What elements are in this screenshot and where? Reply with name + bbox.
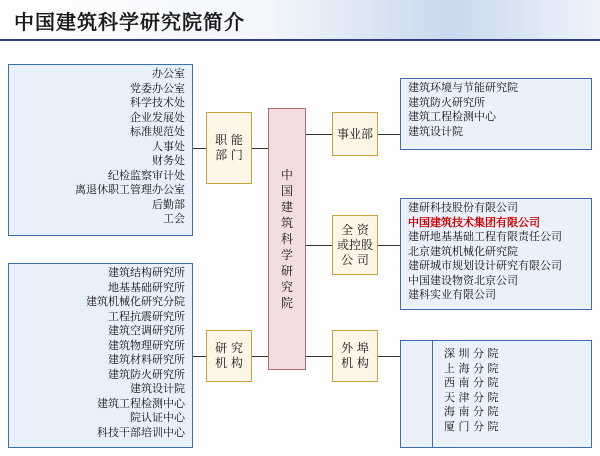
center-institute-box (268, 108, 306, 370)
functional-group-box (206, 112, 252, 184)
connector-companies-list (378, 245, 400, 246)
center-institute-label (269, 109, 305, 369)
list-item: 建筑物理研究所 (108, 338, 185, 352)
branch-offices-group-box (332, 330, 378, 382)
list-item: 建科实业有限公司 (408, 288, 496, 301)
center-label-line: 究 (280, 280, 293, 294)
list-item: 上 海 分 院 (444, 361, 499, 375)
list-item: 中国建设物资北京公司 (408, 273, 518, 287)
list-item: 建筑环境与节能研究院 (408, 81, 518, 94)
list-item: 建筑防火研究所 (108, 367, 185, 381)
center-label-line: 筑 (280, 216, 293, 230)
list-item: 建筑设计院 (408, 124, 463, 138)
group-label-line: 机 构 (341, 356, 369, 370)
list-item: 厦 门 分 院 (444, 419, 499, 433)
list-item: 离退休职工管理办公室 (75, 183, 185, 196)
group-label-line: 机 构 (215, 356, 243, 370)
list-item: 纪检监察审计处 (108, 168, 185, 182)
companies-group-box (332, 215, 378, 275)
connector-research-center (252, 356, 268, 357)
list-item: 建筑空调研究所 (108, 324, 185, 337)
functional-group-label (207, 113, 251, 183)
center-label-line: 科 (280, 232, 293, 246)
business-units-list (400, 78, 592, 150)
research-group-label (207, 331, 251, 381)
list-item: 建研城市规划设计研究有限公司 (408, 259, 562, 272)
list-item: 科技干部培训中心 (97, 425, 185, 439)
list-item: 中国建筑技术集团有限公司 (408, 215, 540, 229)
group-label-line: 事业部 (336, 126, 373, 141)
list-item: 财务处 (152, 154, 185, 167)
list-item: 工会 (163, 212, 185, 225)
center-label-line: 研 (280, 264, 293, 278)
list-item: 建筑工程检测中心 (97, 396, 185, 410)
page-header (0, 0, 600, 40)
center-label-line: 建 (280, 200, 293, 214)
research-institutes-list (8, 263, 193, 448)
list-item: 海 南 分 院 (444, 405, 499, 418)
list-item: 天 津 分 院 (444, 390, 499, 404)
center-label-line: 中 (280, 168, 293, 182)
connector-center-branch (306, 356, 332, 357)
list-item: 人事处 (152, 139, 185, 153)
list-item: 深 圳 分 院 (444, 347, 499, 360)
connector-branch-list (378, 356, 400, 357)
list-item: 建筑防火研究所 (408, 95, 485, 109)
business-group-box (332, 112, 378, 156)
group-label-line: 部 门 (215, 148, 243, 162)
page-title: 中国建筑科学研究院简介 (14, 10, 245, 34)
list-item: 党委办公室 (130, 81, 185, 95)
companies-group-label (333, 216, 377, 274)
branch-offices-list (436, 344, 592, 448)
list-item: 西 南 分 院 (444, 376, 499, 389)
group-label-line: 或控股 (336, 237, 373, 252)
center-label-line: 院 (280, 296, 293, 310)
list-item: 标准规范处 (130, 125, 185, 138)
list-item: 工程抗震研究所 (108, 309, 185, 323)
list-item: 地基基础研究所 (108, 280, 185, 294)
list-item: 院认证中心 (130, 411, 185, 424)
connector-functional-list (193, 148, 206, 149)
center-label-line: 学 (280, 248, 293, 262)
list-item: 建筑结构研究所 (108, 266, 185, 279)
connector-center-companies (306, 245, 332, 246)
connector-research-list (193, 356, 206, 357)
companies-list (400, 198, 592, 310)
group-label-line: 职 能 (215, 133, 243, 147)
group-label-line: 全 资 (341, 222, 369, 237)
list-item: 后勤部 (152, 197, 185, 211)
connector-center-business (306, 134, 332, 135)
branch-offices-group-label (333, 331, 377, 381)
list-item: 科学技术处 (130, 96, 185, 109)
list-item: 建筑工程检测中心 (408, 110, 496, 123)
list-item: 建研科技股份有限公司 (408, 201, 518, 214)
business-group-label (333, 113, 377, 155)
list-item: 建筑材料研究所 (108, 353, 185, 366)
group-label-line: 外 埠 (341, 341, 369, 355)
group-label-line: 研 究 (215, 341, 243, 355)
list-item: 建研地基基础工程有限责任公司 (408, 230, 562, 243)
functional-departments-list (8, 64, 193, 236)
header-divider (0, 39, 600, 41)
list-item: 建筑设计院 (130, 382, 185, 395)
research-group-box (206, 330, 252, 382)
list-item: 办公室 (152, 67, 185, 80)
center-label-line: 国 (280, 184, 293, 198)
connector-business-list (378, 134, 400, 135)
connector-functional-center (252, 148, 268, 149)
branch-offices-divider (432, 340, 433, 448)
list-item: 企业发展处 (130, 110, 185, 124)
list-item: 北京建筑机械化研究院 (408, 244, 518, 258)
group-label-line: 公 司 (341, 252, 369, 267)
list-item: 建筑机械化研究分院 (86, 295, 185, 308)
